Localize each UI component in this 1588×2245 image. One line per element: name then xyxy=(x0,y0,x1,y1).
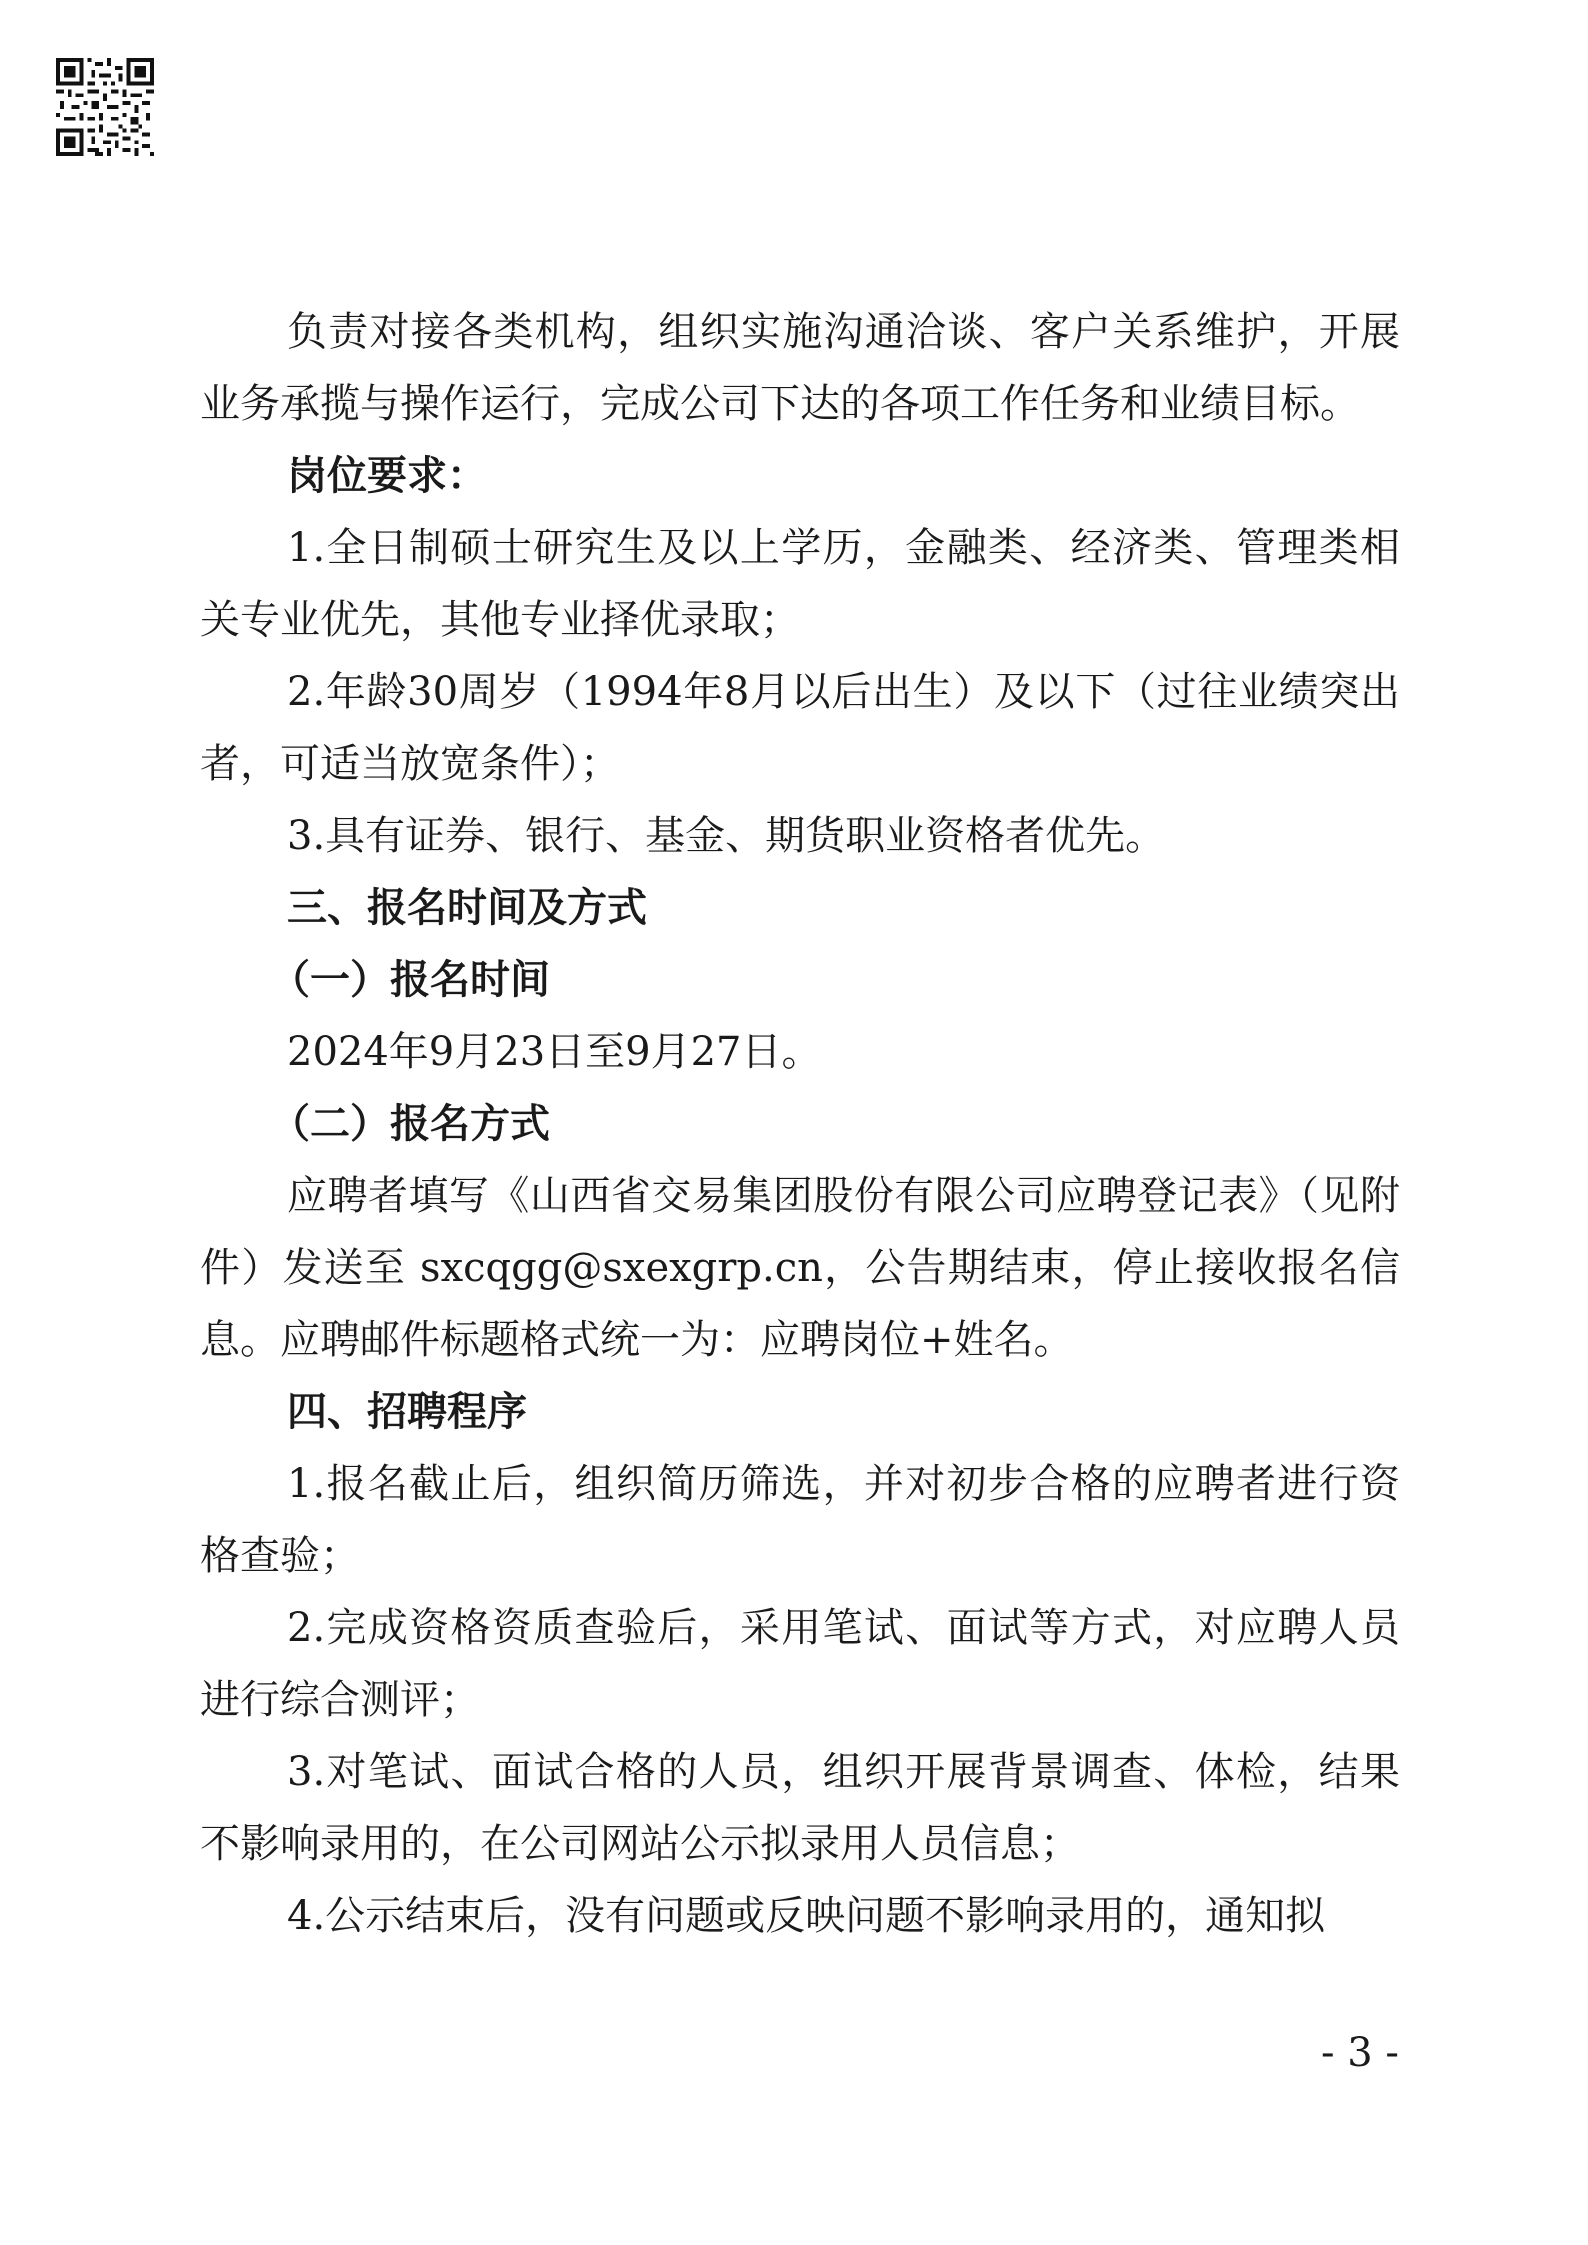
procedure-step-1: 1.报名截止后，组织简历筛选，并对初步合格的应聘者进行资格查验； xyxy=(200,1461,1400,1579)
procedure-step-3: 3.对笔试、面试合格的人员，组织开展背景调查、体检，结果不影响录用的，在公司网站公示拟录用人员信息； xyxy=(200,1749,1400,1867)
procedure-step-2: 2.完成资格资质查验后，采用笔试、面试等方式，对应聘人员进行综合测评； xyxy=(200,1605,1400,1723)
subsection-registration-method: （二）报名方式 xyxy=(270,1101,550,1147)
requirement-3: 3.具有证券、银行、基金、期货职业资格者优先。 xyxy=(287,813,1166,859)
registration-time-text: 2024年9月23日至9月27日。 xyxy=(287,1029,822,1075)
page-number: - 3 - xyxy=(1321,2030,1399,2076)
section-3-heading: 三、报名时间及方式 xyxy=(287,885,647,931)
registration-method-text: 应聘者填写《山西省交易集团股份有限公司应聘登记表》（见附件）发送至 sxcqgg@sxexgrp.cn，公告期结束，停止接收报名信息。应聘邮件标题格式统一为：应聘岗位+姓名。 xyxy=(200,1173,1400,1363)
requirement-2: 2.年龄30周岁（1994年8月以后出生）及以下（过往业绩突出者，可适当放宽条件）； xyxy=(200,669,1400,787)
heading-requirements: 岗位要求： xyxy=(287,453,487,499)
requirement-1: 1.全日制硕士研究生及以上学历，金融类、经济类、管理类相关专业优先，其他专业择优录取； xyxy=(200,525,1400,643)
section-4-heading: 四、招聘程序 xyxy=(287,1389,527,1435)
qr-code xyxy=(56,58,154,156)
document-body xyxy=(200,296,1400,1952)
procedure-step-4: 4.公示结束后，没有问题或反映问题不影响录用的，通知拟 xyxy=(287,1893,1326,1939)
subsection-registration-time: （一）报名时间 xyxy=(270,957,550,1003)
paragraph-duties: 负责对接各类机构，组织实施沟通洽谈、客户关系维护，开展业务承揽与操作运行，完成公司下达的各项工作任务和业绩目标。 xyxy=(200,309,1400,427)
